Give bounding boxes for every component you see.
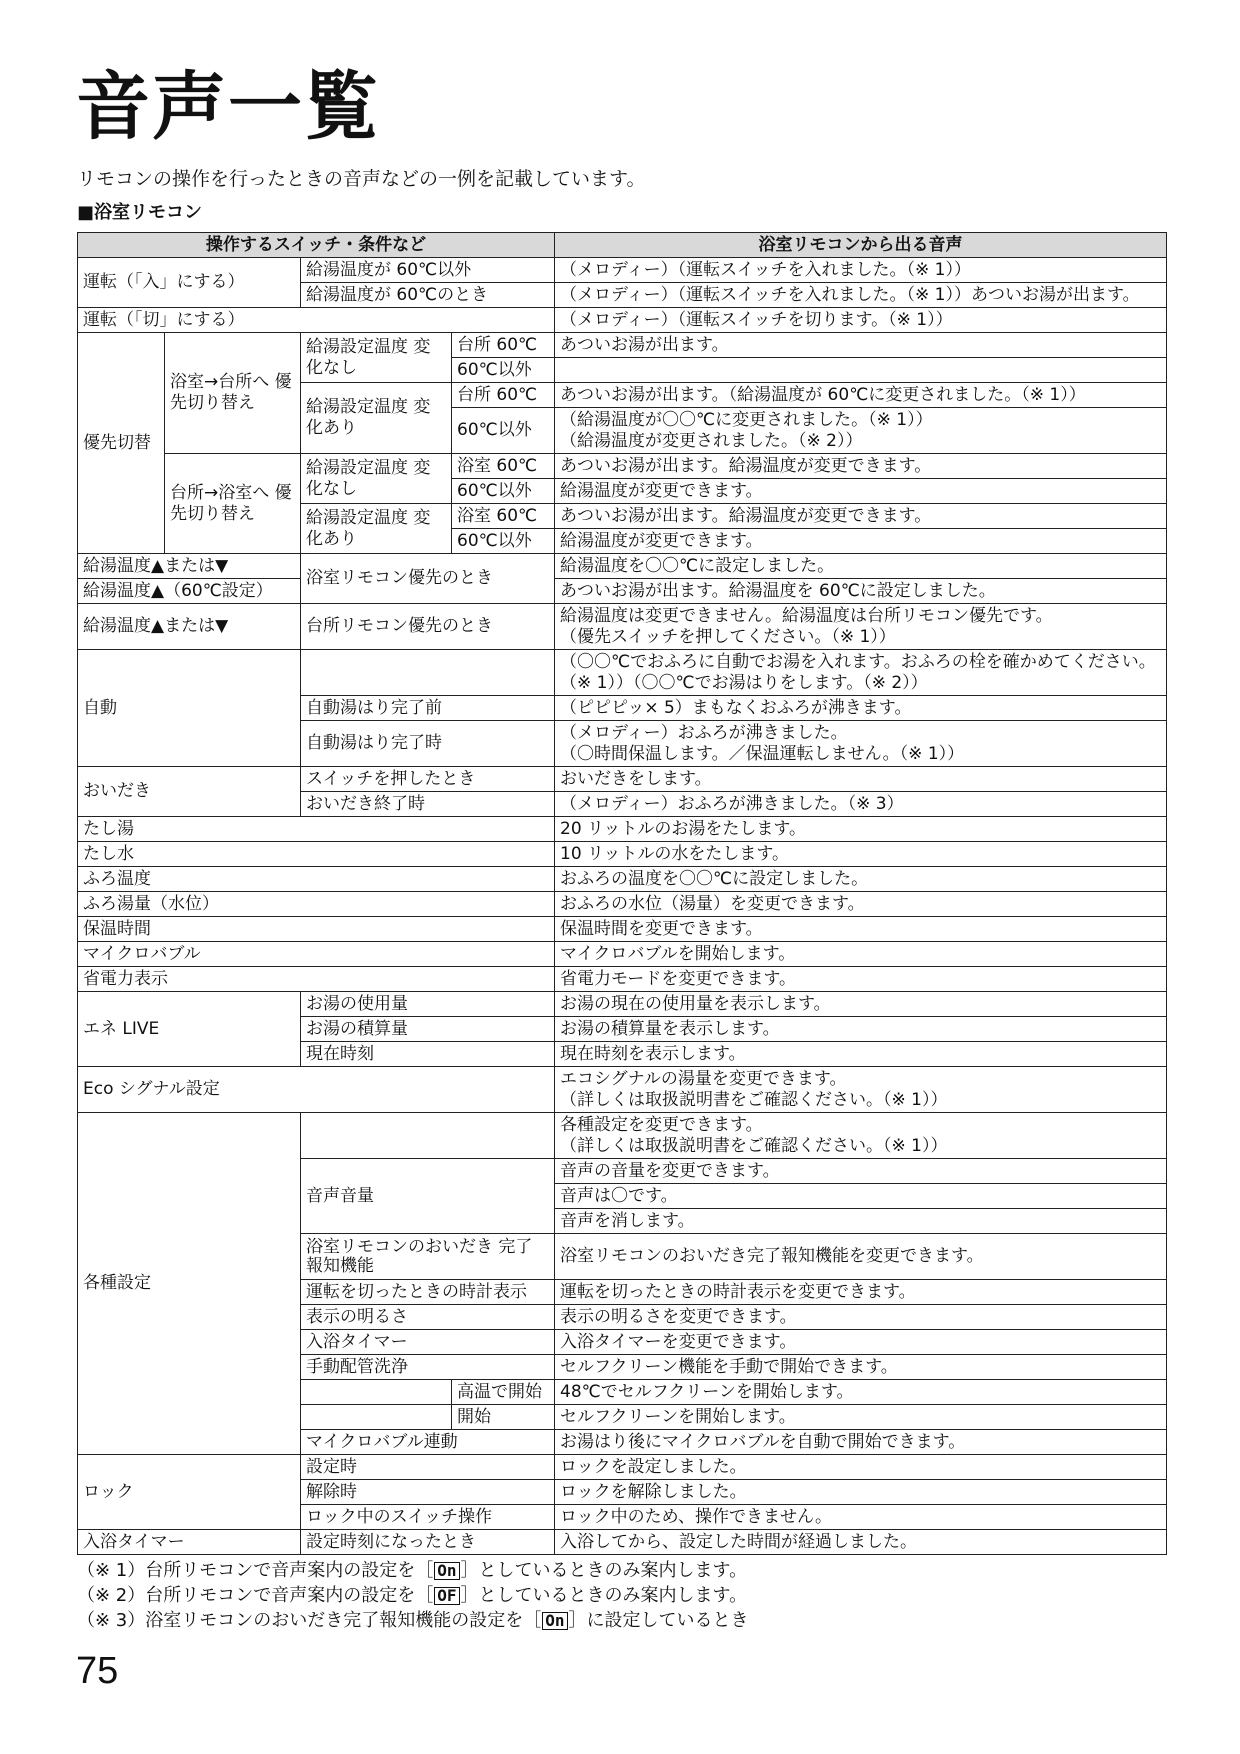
voice-cell	[555, 650, 1167, 696]
subgroup-label: 台所→浴室へ 優先切り替え	[165, 454, 301, 554]
voice-cell: 給湯温度が変更できます。	[555, 529, 1167, 554]
voice-cell: あついお湯が出ます。	[555, 333, 1167, 358]
condition-cell: 表示の明るさ	[301, 1305, 555, 1330]
voice-cell: （ピピピッ× 5）まもなくおふろが沸きます。	[555, 696, 1167, 721]
table-row	[78, 554, 1167, 579]
voice-table	[77, 232, 1167, 1555]
header-voice: 浴室リモコンから出る音声	[555, 233, 1167, 258]
row-label: エネ LIVE	[78, 992, 301, 1067]
footnote-text: ］としているときのみ案内します。	[460, 1585, 748, 1606]
voice-line: （メロディー）おふろが沸きました。	[560, 722, 848, 743]
table-row	[78, 604, 1167, 650]
condition-cell: ロック中のスイッチ操作	[301, 1505, 555, 1530]
voice-cell	[555, 408, 1167, 454]
voice-cell: （メロディー）（運転スイッチを切ります。（※ 1））	[555, 308, 1167, 333]
table-row	[78, 1113, 1167, 1159]
row-label: Eco シグナル設定	[78, 1067, 555, 1113]
voice-cell: 省電力モードを変更できます。	[555, 967, 1167, 992]
footnote-1	[77, 1558, 749, 1583]
voice-cell	[555, 358, 1167, 383]
condition-cell: 設定時刻になったとき	[301, 1530, 555, 1555]
table-row	[78, 817, 1167, 842]
detail-cell: 60℃以外	[452, 358, 555, 383]
row-label: 優先切替	[78, 333, 165, 554]
row-label: 給湯温度▲または▼	[78, 554, 301, 579]
detail-cell: 台所 60℃	[452, 333, 555, 358]
voice-cell: ロックを解除しました。	[555, 1480, 1167, 1505]
voice-cell: マイクロバブルを開始します。	[555, 942, 1167, 967]
voice-line: （〇時間保温します。／保温運転しません。（※ 1））	[560, 743, 965, 764]
voice-cell: 音声を消します。	[555, 1209, 1167, 1234]
voice-cell: （メロディー）（運転スイッチを入れました。（※ 1））	[555, 258, 1167, 283]
voice-cell: セルフクリーン機能を手動で開始できます。	[555, 1355, 1167, 1380]
condition-cell	[301, 650, 555, 696]
voice-cell: 表示の明るさを変更できます。	[555, 1305, 1167, 1330]
footnote-text: ］としているときのみ案内します。	[460, 1560, 748, 1581]
condition-cell: 自動湯はり完了時	[301, 721, 555, 767]
table-row	[78, 650, 1167, 696]
condition-cell: 運転を切ったときの時計表示	[301, 1280, 555, 1305]
voice-cell: 給湯温度を〇〇℃に設定しました。	[555, 554, 1167, 579]
voice-cell: 音声は〇です。	[555, 1184, 1167, 1209]
condition-cell: スイッチを押したとき	[301, 767, 555, 792]
voice-cell: あついお湯が出ます。給湯温度が変更できます。	[555, 454, 1167, 479]
voice-cell: 給湯温度が変更できます。	[555, 479, 1167, 504]
detail-cell: 台所 60℃	[452, 383, 555, 408]
footnotes	[77, 1558, 749, 1633]
table-row	[78, 333, 1167, 358]
voice-cell: 音声の音量を変更できます。	[555, 1159, 1167, 1184]
voice-cell: 保温時間を変更できます。	[555, 917, 1167, 942]
voice-cell: （メロディー）おふろが沸きました。（※ 3）	[555, 792, 1167, 817]
row-label: ふろ湯量（水位）	[78, 892, 555, 917]
table-row	[78, 767, 1167, 792]
row-label: 各種設定	[78, 1113, 301, 1455]
voice-cell	[555, 604, 1167, 650]
condition-cell: 浴室リモコン優先のとき	[301, 554, 555, 604]
condition-cell: 現在時刻	[301, 1042, 555, 1067]
footnote-2	[77, 1583, 749, 1608]
table-header-row	[78, 233, 1167, 258]
voice-line: （給湯温度が変更されました。（※ 2））	[560, 430, 863, 451]
voice-cell: あついお湯が出ます。給湯温度を 60℃に設定しました。	[555, 579, 1167, 604]
voice-cell	[555, 721, 1167, 767]
voice-cell: あついお湯が出ます。給湯温度が変更できます。	[555, 504, 1167, 529]
table-row	[78, 992, 1167, 1017]
condition-cell: 給湯温度が 60℃のとき	[301, 283, 555, 308]
display-segment-icon: OF	[434, 1587, 459, 1605]
voice-cell: ロック中のため、操作できません。	[555, 1505, 1167, 1530]
row-label: マイクロバブル	[78, 942, 555, 967]
table-row	[78, 967, 1167, 992]
voice-cell: お湯の積算量を表示します。	[555, 1017, 1167, 1042]
voice-cell: ロックを設定しました。	[555, 1455, 1167, 1480]
section-heading: ■浴室リモコン	[77, 202, 203, 223]
voice-line: 給湯温度は変更できません。給湯温度は台所リモコン優先です。	[560, 605, 1053, 626]
voice-line: （詳しくは取扱説明書をご確認ください。（※ 1））	[560, 1089, 948, 1110]
voice-cell: お湯の現在の使用量を表示します。	[555, 992, 1167, 1017]
footnote-text: （※ 3）浴室リモコンのおいだき完了報知機能の設定を［	[77, 1610, 542, 1631]
page-title: 音声一覧	[76, 64, 380, 150]
voice-cell: 浴室リモコンのおいだき完了報知機能を変更できます。	[555, 1234, 1167, 1280]
voice-cell: おいだきをします。	[555, 767, 1167, 792]
voice-cell: 入浴してから、設定した時間が経過しました。	[555, 1530, 1167, 1555]
voice-cell: 入浴タイマーを変更できます。	[555, 1330, 1167, 1355]
voice-cell: 48℃でセルフクリーンを開始します。	[555, 1380, 1167, 1405]
voice-line: （※ 1））（〇〇℃でお湯はりをします。（※ 2））	[560, 672, 928, 693]
condition-cell	[301, 1405, 452, 1430]
row-label: たし湯	[78, 817, 555, 842]
condition-cell: おいだき終了時	[301, 792, 555, 817]
header-condition: 操作するスイッチ・条件など	[78, 233, 555, 258]
condition-cell: 給湯設定温度 変化なし	[301, 333, 452, 383]
row-label: 自動	[78, 650, 301, 767]
detail-cell: 60℃以外	[452, 529, 555, 554]
row-label: 運転（「入」にする）	[78, 258, 301, 308]
condition-cell: 給湯温度が 60℃以外	[301, 258, 555, 283]
condition-cell: 自動湯はり完了前	[301, 696, 555, 721]
voice-cell: セルフクリーンを開始します。	[555, 1405, 1167, 1430]
voice-line: （給湯温度が〇〇℃に変更されました。（※ 1））	[560, 409, 933, 430]
row-label: ふろ温度	[78, 867, 555, 892]
subgroup-label: 浴室→台所へ 優先切り替え	[165, 333, 301, 454]
table-row	[78, 454, 1167, 479]
table-row	[78, 308, 1167, 333]
row-label: 保温時間	[78, 917, 555, 942]
condition-cell: お湯の使用量	[301, 992, 555, 1017]
condition-cell: マイクロバブル連動	[301, 1430, 555, 1455]
page-number: 75	[76, 1650, 119, 1692]
detail-cell: 浴室 60℃	[452, 504, 555, 529]
voice-cell	[555, 1067, 1167, 1113]
table-row	[78, 258, 1167, 283]
table-row	[78, 1530, 1167, 1555]
row-label: ロック	[78, 1455, 301, 1530]
voice-cell: 10 リットルの水をたします。	[555, 842, 1167, 867]
footnote-3	[77, 1608, 749, 1633]
row-label: 運転（「切」にする）	[78, 308, 555, 333]
table-row	[78, 1455, 1167, 1480]
condition-cell: 入浴タイマー	[301, 1330, 555, 1355]
display-segment-icon: On	[542, 1612, 567, 1630]
voice-cell: 現在時刻を表示します。	[555, 1042, 1167, 1067]
voice-line: （優先スイッチを押してください。（※ 1））	[560, 626, 896, 647]
condition-cell: 台所リモコン優先のとき	[301, 604, 555, 650]
table-row	[78, 579, 1167, 604]
intro-text: リモコンの操作を行ったときの音声などの一例を記載しています。	[77, 168, 646, 190]
voice-cell: あついお湯が出ます。（給湯温度が 60℃に変更されました。（※ 1））	[555, 383, 1167, 408]
voice-cell: おふろの水位（湯量）を変更できます。	[555, 892, 1167, 917]
voice-cell: 20 リットルのお湯をたします。	[555, 817, 1167, 842]
condition-cell: 解除時	[301, 1480, 555, 1505]
table-row	[78, 917, 1167, 942]
condition-cell: 音声音量	[301, 1159, 555, 1234]
condition-cell	[301, 1113, 555, 1159]
voice-line: （詳しくは取扱説明書をご確認ください。（※ 1））	[560, 1135, 948, 1156]
condition-cell: 給湯設定温度 変化あり	[301, 504, 452, 554]
row-label: おいだき	[78, 767, 301, 817]
condition-cell: 手動配管洗浄	[301, 1355, 555, 1380]
row-label: 省電力表示	[78, 967, 555, 992]
table-row	[78, 892, 1167, 917]
display-segment-icon: On	[434, 1562, 459, 1580]
row-label: 給湯温度▲（60℃設定）	[78, 579, 301, 604]
condition-cell: お湯の積算量	[301, 1017, 555, 1042]
voice-cell: 運転を切ったときの時計表示を変更できます。	[555, 1280, 1167, 1305]
voice-line: エコシグナルの湯量を変更できます。	[560, 1068, 847, 1089]
detail-cell: 60℃以外	[452, 408, 555, 454]
condition-cell	[301, 1380, 452, 1405]
voice-line: （〇〇℃でおふろに自動でお湯を入れます。おふろの栓を確かめてください。	[560, 651, 1156, 672]
row-label: たし水	[78, 842, 555, 867]
row-label: 給湯温度▲または▼	[78, 604, 301, 650]
table-row	[78, 842, 1167, 867]
voice-cell: お湯はり後にマイクロバブルを自動で開始できます。	[555, 1430, 1167, 1455]
voice-cell	[555, 1113, 1167, 1159]
voice-cell: おふろの温度を〇〇℃に設定しました。	[555, 867, 1167, 892]
row-label: 入浴タイマー	[78, 1530, 301, 1555]
footnote-text: ］に設定しているとき	[568, 1610, 749, 1631]
detail-cell: 高温で開始	[452, 1380, 555, 1405]
condition-cell: 設定時	[301, 1455, 555, 1480]
voice-line: 各種設定を変更できます。	[560, 1114, 763, 1135]
condition-cell: 浴室リモコンのおいだき 完了報知機能	[301, 1234, 555, 1280]
detail-cell: 開始	[452, 1405, 555, 1430]
footnote-text: （※ 2）台所リモコンで音声案内の設定を［	[77, 1585, 434, 1606]
voice-cell: （メロディー）（運転スイッチを入れました。（※ 1））あついお湯が出ます。	[555, 283, 1167, 308]
detail-cell: 浴室 60℃	[452, 454, 555, 479]
table-row	[78, 942, 1167, 967]
table-row	[78, 1067, 1167, 1113]
condition-cell: 給湯設定温度 変化あり	[301, 383, 452, 454]
footnote-text: （※ 1）台所リモコンで音声案内の設定を［	[77, 1560, 434, 1581]
condition-cell: 給湯設定温度 変化なし	[301, 454, 452, 504]
detail-cell: 60℃以外	[452, 479, 555, 504]
table-row	[78, 867, 1167, 892]
